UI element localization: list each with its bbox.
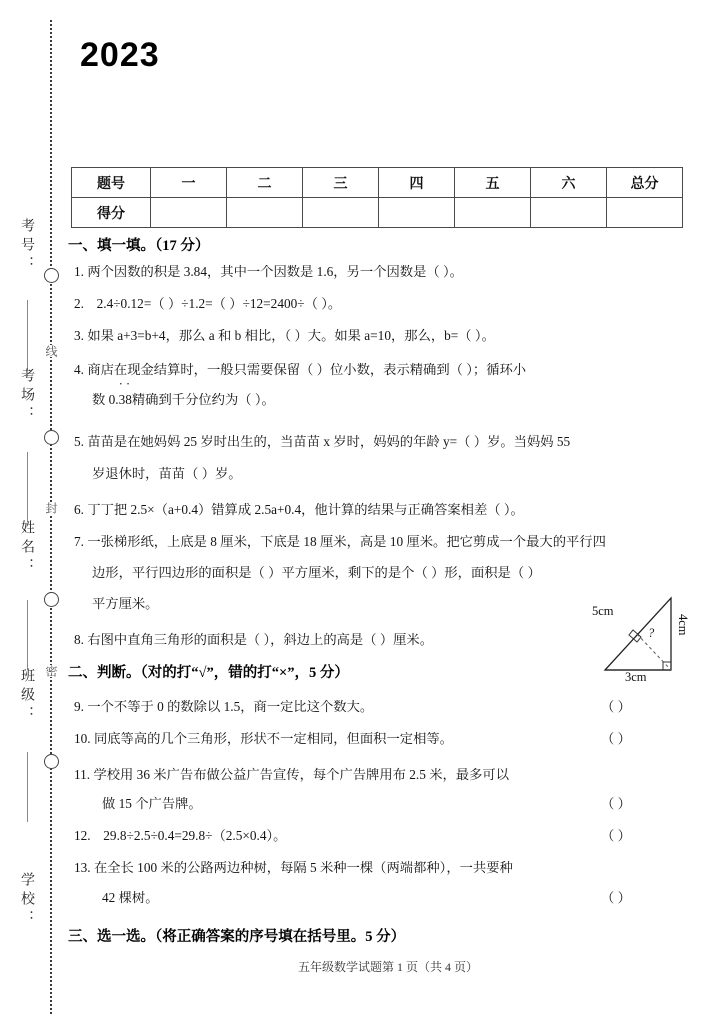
label-base: 3cm [625, 670, 647, 684]
question-10 [74, 729, 453, 749]
table-row-question-numbers [72, 168, 683, 198]
question-7-line-2: 边形，平行四边形的面积是（ ）平方厘米，剩下的是个（ ）形，面积是（ ） [92, 565, 541, 580]
question-2 [74, 294, 341, 314]
question-text: 苗苗是在她妈妈 25 岁时出生的，当苗苗 x 岁时，妈妈的年龄 y=（ ）岁。当妈妈 55 [87, 434, 571, 449]
section-heading-fill-in: 一、填一填。（17 分） [68, 238, 210, 254]
section-heading-true-false: 二、判断。（对的打“√”，错的打“×”，5 分） [68, 665, 349, 681]
question-13-line-2: 42 棵树。 [102, 890, 159, 905]
seal-circle [44, 592, 59, 607]
question-text: 丁丁把 2.5×（a+0.4）错算成 2.5a+0.4，他计算的结果与正确答案相差（ ）。 [87, 502, 524, 517]
question-7-line-3: 平方厘米。 [92, 596, 159, 611]
margin-rule [27, 600, 28, 670]
margin-label-exam-number: 考号： [19, 218, 34, 275]
right-triangle-figure [593, 592, 703, 684]
question-number: 3. [74, 328, 84, 343]
question-text: 2.4÷0.12=（ ）÷1.2=（ ）÷12=2400÷（ ）。 [96, 296, 342, 311]
question-8 [74, 630, 433, 650]
question-number: 9. [74, 699, 84, 714]
seal-char-feng: 封 [44, 502, 58, 514]
question-number: 5. [74, 434, 84, 449]
label-vertical-side: 4cm [676, 614, 690, 636]
score-cell[interactable] [607, 198, 683, 228]
question-text: 商店在现金结算时，一般只需要保留（ ）位小数，表示精确到（ ）；循环小 [87, 362, 527, 377]
seal-circle [44, 268, 59, 283]
question-5 [74, 432, 570, 452]
page-title: 2023 [80, 36, 160, 74]
question-text: 29.8÷2.5÷0.4=29.8÷（2.5×0.4）。 [103, 828, 287, 843]
answer-bracket-9[interactable]: （ ） [601, 699, 631, 714]
table-row-scores [72, 198, 683, 228]
score-table-col-2: 二 [227, 168, 303, 198]
question-number: 6. [74, 502, 84, 517]
question-6 [74, 500, 524, 520]
question-11 [74, 765, 509, 785]
score-table [71, 167, 683, 228]
answer-bracket-11[interactable]: （ ） [601, 796, 631, 811]
question-text: 两个因数的积是 3.84，其中一个因数是 1.6，另一个因数是（ ）。 [87, 264, 463, 279]
seal-dotted-line [50, 20, 52, 1014]
seal-circle [44, 754, 59, 769]
seal-margin [0, 0, 72, 1024]
margin-label-class: 班级： [19, 668, 34, 725]
question-text: 一个不等于 0 的数除以 1.5，商一定比这个数大。 [87, 699, 374, 714]
seal-circle [44, 430, 59, 445]
margin-label-name: 姓名： [19, 520, 34, 577]
question-5-line-2: 岁退休时，苗苗（ ）岁。 [92, 466, 242, 481]
question-text: 如果 a+3=b+4，那么 a 和 b 相比，（ ）大。如果 a=10，那么，b=（ ）。 [87, 328, 495, 343]
page-footer: 五年级数学试题第 1 页（共 4 页） [297, 960, 478, 974]
question-number: 4. [74, 362, 84, 377]
question-number: 13. [74, 860, 91, 875]
question-text: 学校用 36 米广告布做公益广告宣传，每个广告牌用布 2.5 米，最多可以 [93, 767, 509, 782]
answer-bracket-10[interactable]: （ ） [601, 731, 631, 746]
question-1 [74, 262, 463, 282]
question-number: 12. [74, 828, 91, 843]
margin-label-school: 学校： [19, 872, 34, 929]
question-4-line-2: 数 0. ·· 38精确到千分位约为（ ）。 [92, 390, 275, 410]
question-text: 同底等高的几个三角形，形状不一定相同，但面积一定相等。 [93, 731, 453, 746]
score-cell[interactable] [455, 198, 531, 228]
margin-label-exam-room: 考场： [19, 368, 34, 425]
score-table-col-3: 三 [303, 168, 379, 198]
seal-char-mi: 密 [44, 665, 58, 677]
score-table-col-6: 六 [531, 168, 607, 198]
score-table-col-1: 一 [151, 168, 227, 198]
margin-rule [27, 300, 28, 370]
question-number: 10. [74, 731, 91, 746]
question-9 [74, 697, 373, 717]
repeating-decimal-digits: ·· 38 [118, 376, 134, 407]
question-4 [74, 360, 526, 380]
question-7 [74, 532, 606, 552]
question-3 [74, 326, 495, 346]
question-text: 右图中直角三角形的面积是（ ），斜边上的高是（ ）厘米。 [87, 632, 434, 647]
margin-rule [27, 752, 28, 822]
score-cell[interactable] [531, 198, 607, 228]
repeating-dots: ·· [118, 376, 134, 391]
question-number: 2. [74, 296, 84, 311]
question-number: 1. [74, 264, 84, 279]
score-cell[interactable] [227, 198, 303, 228]
score-table-row-label: 得分 [72, 198, 151, 228]
score-table-row-label: 题号 [72, 168, 151, 198]
exam-content [68, 0, 708, 1024]
label-hypotenuse: 5cm [592, 604, 614, 618]
answer-bracket-13[interactable]: （ ） [601, 890, 631, 905]
score-cell[interactable] [303, 198, 379, 228]
question-number: 11. [74, 767, 91, 782]
seal-char-line: 线 [44, 345, 58, 357]
question-12 [74, 826, 286, 846]
label-unknown-height: ? [648, 626, 655, 640]
score-cell[interactable] [379, 198, 455, 228]
question-11-line-2: 做 15 个广告牌。 [102, 796, 202, 811]
score-cell[interactable] [151, 198, 227, 228]
question-text: 在全长 100 米的公路两边种树，每隔 5 米种一棵（两端都种），一共要种 [93, 860, 513, 875]
score-table-col-4: 四 [379, 168, 455, 198]
score-table-col-5: 五 [455, 168, 531, 198]
question-text: 一张梯形纸，上底是 8 厘米，下底是 18 厘米，高是 10 厘米。把它剪成一个最大的平行四 [87, 534, 606, 549]
question-13 [74, 858, 513, 878]
question-number: 8. [74, 632, 84, 647]
section-heading-multiple-choice: 三、选一选。（将正确答案的序号填在括号里。5 分） [68, 929, 406, 945]
margin-rule [27, 452, 28, 522]
score-table-col-total: 总分 [607, 168, 683, 198]
question-number: 7. [74, 534, 84, 549]
answer-bracket-12[interactable]: （ ） [601, 828, 631, 843]
